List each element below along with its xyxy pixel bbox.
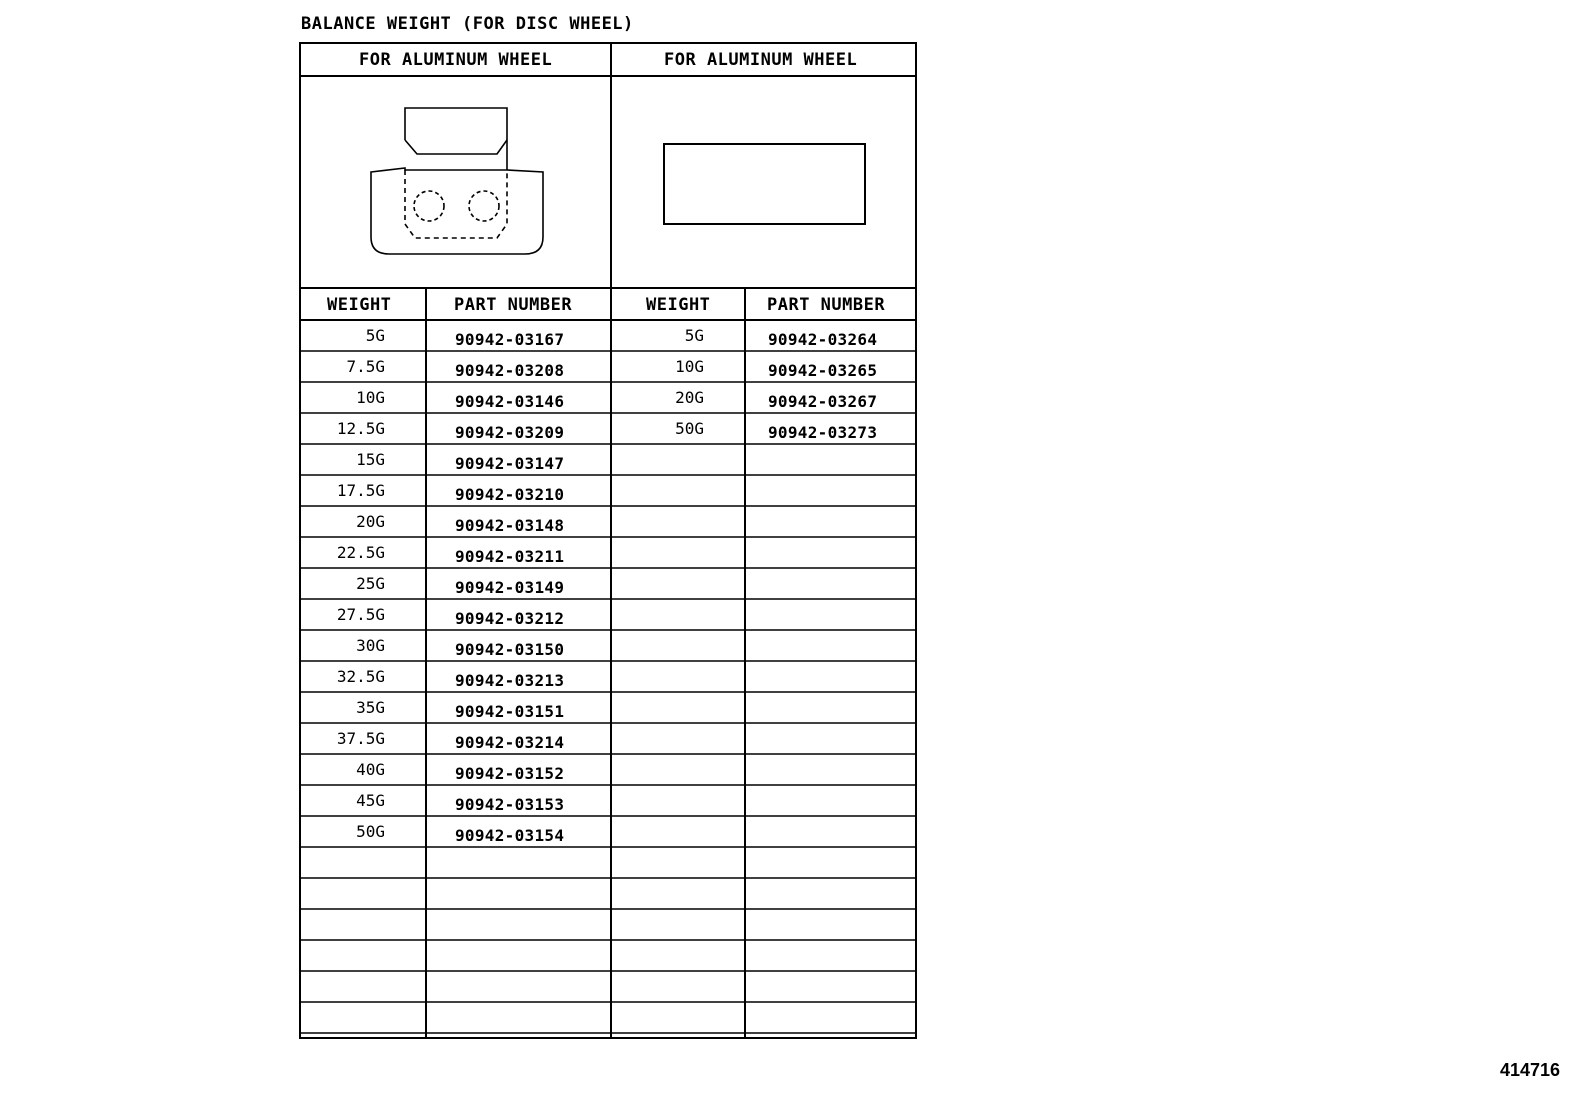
left-part-number-cell: 90942-03209	[455, 423, 565, 442]
parts-table	[299, 42, 917, 1039]
left-heading: FOR ALUMINUM WHEEL	[359, 50, 553, 70]
right-part-number-cell: 90942-03264	[768, 330, 878, 349]
left-part-number-cell: 90942-03149	[455, 578, 565, 597]
left-part-number-cell: 90942-03208	[455, 361, 565, 380]
left-weight-cell: 50G	[356, 822, 385, 841]
left-part-header: PART NUMBER	[454, 295, 573, 315]
left-weight-cell: 12.5G	[336, 419, 385, 438]
left-weight-cell: 10G	[356, 388, 385, 407]
left-weight-cell: 32.5G	[336, 667, 385, 686]
left-part-number-cell: 90942-03150	[455, 640, 565, 659]
left-weight-cell: 22.5G	[336, 543, 385, 562]
right-part-number-cell: 90942-03273	[768, 423, 878, 442]
left-part-number-cell: 90942-03167	[455, 330, 565, 349]
right-part-number-cell: 90942-03265	[768, 361, 878, 380]
left-part-number-cell: 90942-03151	[455, 702, 565, 721]
left-weight-cell: 40G	[356, 760, 385, 779]
left-weight-cell: 37.5G	[336, 729, 385, 748]
left-part-number-cell: 90942-03210	[455, 485, 565, 504]
right-weight-cell: 5G	[684, 326, 704, 345]
page-title: BALANCE WEIGHT (FOR DISC WHEEL)	[301, 14, 634, 34]
left-weight-cell: 30G	[356, 636, 385, 655]
left-part-number-cell: 90942-03147	[455, 454, 565, 473]
right-heading: FOR ALUMINUM WHEEL	[664, 50, 858, 70]
left-part-number-cell: 90942-03148	[455, 516, 565, 535]
clip-weight-illustration	[371, 108, 543, 254]
document-number: 414716	[1500, 1060, 1561, 1080]
right-part-header: PART NUMBER	[767, 295, 886, 315]
left-weight-cell: 7.5G	[346, 357, 385, 376]
left-part-number-cell: 90942-03214	[455, 733, 565, 752]
left-weight-cell: 35G	[356, 698, 385, 717]
left-part-number-cell: 90942-03213	[455, 671, 565, 690]
right-weight-cell: 10G	[675, 357, 704, 376]
left-weight-cell: 15G	[356, 450, 385, 469]
adhesive-weight-illustration	[664, 144, 865, 224]
left-weight-cell: 27.5G	[336, 605, 385, 624]
left-weight-cell: 25G	[356, 574, 385, 593]
left-weight-cell: 20G	[356, 512, 385, 531]
left-part-number-cell: 90942-03212	[455, 609, 565, 628]
left-weight-cell: 5G	[365, 326, 385, 345]
left-weight-cell: 17.5G	[336, 481, 385, 500]
right-weight-cell: 20G	[675, 388, 704, 407]
left-part-number-cell: 90942-03154	[455, 826, 565, 845]
table-grid	[299, 42, 917, 1039]
left-part-number-cell: 90942-03146	[455, 392, 565, 411]
left-weight-cell: 45G	[356, 791, 385, 810]
left-part-number-cell: 90942-03152	[455, 764, 565, 783]
left-weight-header: WEIGHT	[327, 295, 392, 315]
left-part-number-cell: 90942-03211	[455, 547, 565, 566]
right-weight-cell: 50G	[675, 419, 704, 438]
right-weight-header: WEIGHT	[646, 295, 711, 315]
left-part-number-cell: 90942-03153	[455, 795, 565, 814]
right-part-number-cell: 90942-03267	[768, 392, 878, 411]
